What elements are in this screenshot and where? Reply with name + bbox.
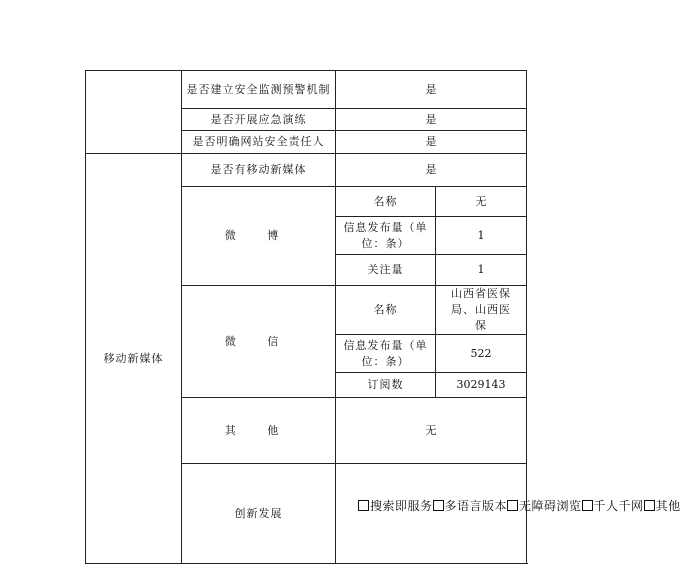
checkbox-icon[interactable] <box>644 500 655 511</box>
wechat-subscribers-label: 订阅数 <box>336 373 436 398</box>
table-row <box>86 154 527 187</box>
option-multilingual: 多语言版本 <box>444 499 508 513</box>
innovation-options <box>336 464 681 564</box>
other-value: 无 <box>336 398 527 464</box>
wechat-subscribers-value: 3029143 <box>436 373 527 398</box>
mobile-media-section: 移动新媒体 <box>86 154 182 564</box>
weibo-label: 微 博 <box>182 187 336 286</box>
weibo-name-value: 无 <box>436 187 527 217</box>
weibo-followers-label: 关注量 <box>336 255 436 286</box>
option-search-service: 搜索即服务 <box>370 499 433 513</box>
warning-mechanism-value: 是 <box>336 71 527 109</box>
option-accessibility: 无障碍浏览 <box>519 499 582 513</box>
has-mobile-label: 是否有移动新媒体 <box>182 154 336 187</box>
emergency-drill-value: 是 <box>336 109 527 131</box>
emergency-drill-label: 是否开展应急演练 <box>182 109 336 131</box>
section-cell-empty <box>86 71 182 154</box>
weibo-followers-value: 1 <box>436 255 527 286</box>
weibo-posts-value: 1 <box>436 217 527 255</box>
other-label: 其 他 <box>182 398 336 464</box>
checkbox-icon[interactable] <box>433 500 444 511</box>
wechat-name-label: 名称 <box>336 286 436 335</box>
checkbox-icon[interactable] <box>507 500 518 511</box>
checkbox-icon[interactable] <box>358 500 369 511</box>
innovation-options-list <box>358 499 681 513</box>
weibo-posts-label: 信息发布量（单位：条） <box>336 217 436 255</box>
weibo-name-label: 名称 <box>336 187 436 217</box>
website-report-table <box>85 70 681 564</box>
safety-officer-value: 是 <box>336 131 527 154</box>
table-row <box>86 71 527 109</box>
option-personalized: 千人千网 <box>593 499 644 513</box>
wechat-label: 微 信 <box>182 286 336 398</box>
warning-mechanism-label: 是否建立安全监测预警机制 <box>182 71 336 109</box>
checkbox-icon[interactable] <box>582 500 593 511</box>
wechat-posts-value: 522 <box>436 335 527 373</box>
option-other: 其他 <box>655 499 681 513</box>
wechat-posts-label: 信息发布量（单位：条） <box>336 335 436 373</box>
wechat-name-value: 山西省医保局、山西医保 <box>436 286 527 335</box>
has-mobile-value: 是 <box>336 154 527 187</box>
innovation-section: 创新发展 <box>182 464 336 564</box>
safety-officer-label: 是否明确网站安全责任人 <box>182 131 336 154</box>
